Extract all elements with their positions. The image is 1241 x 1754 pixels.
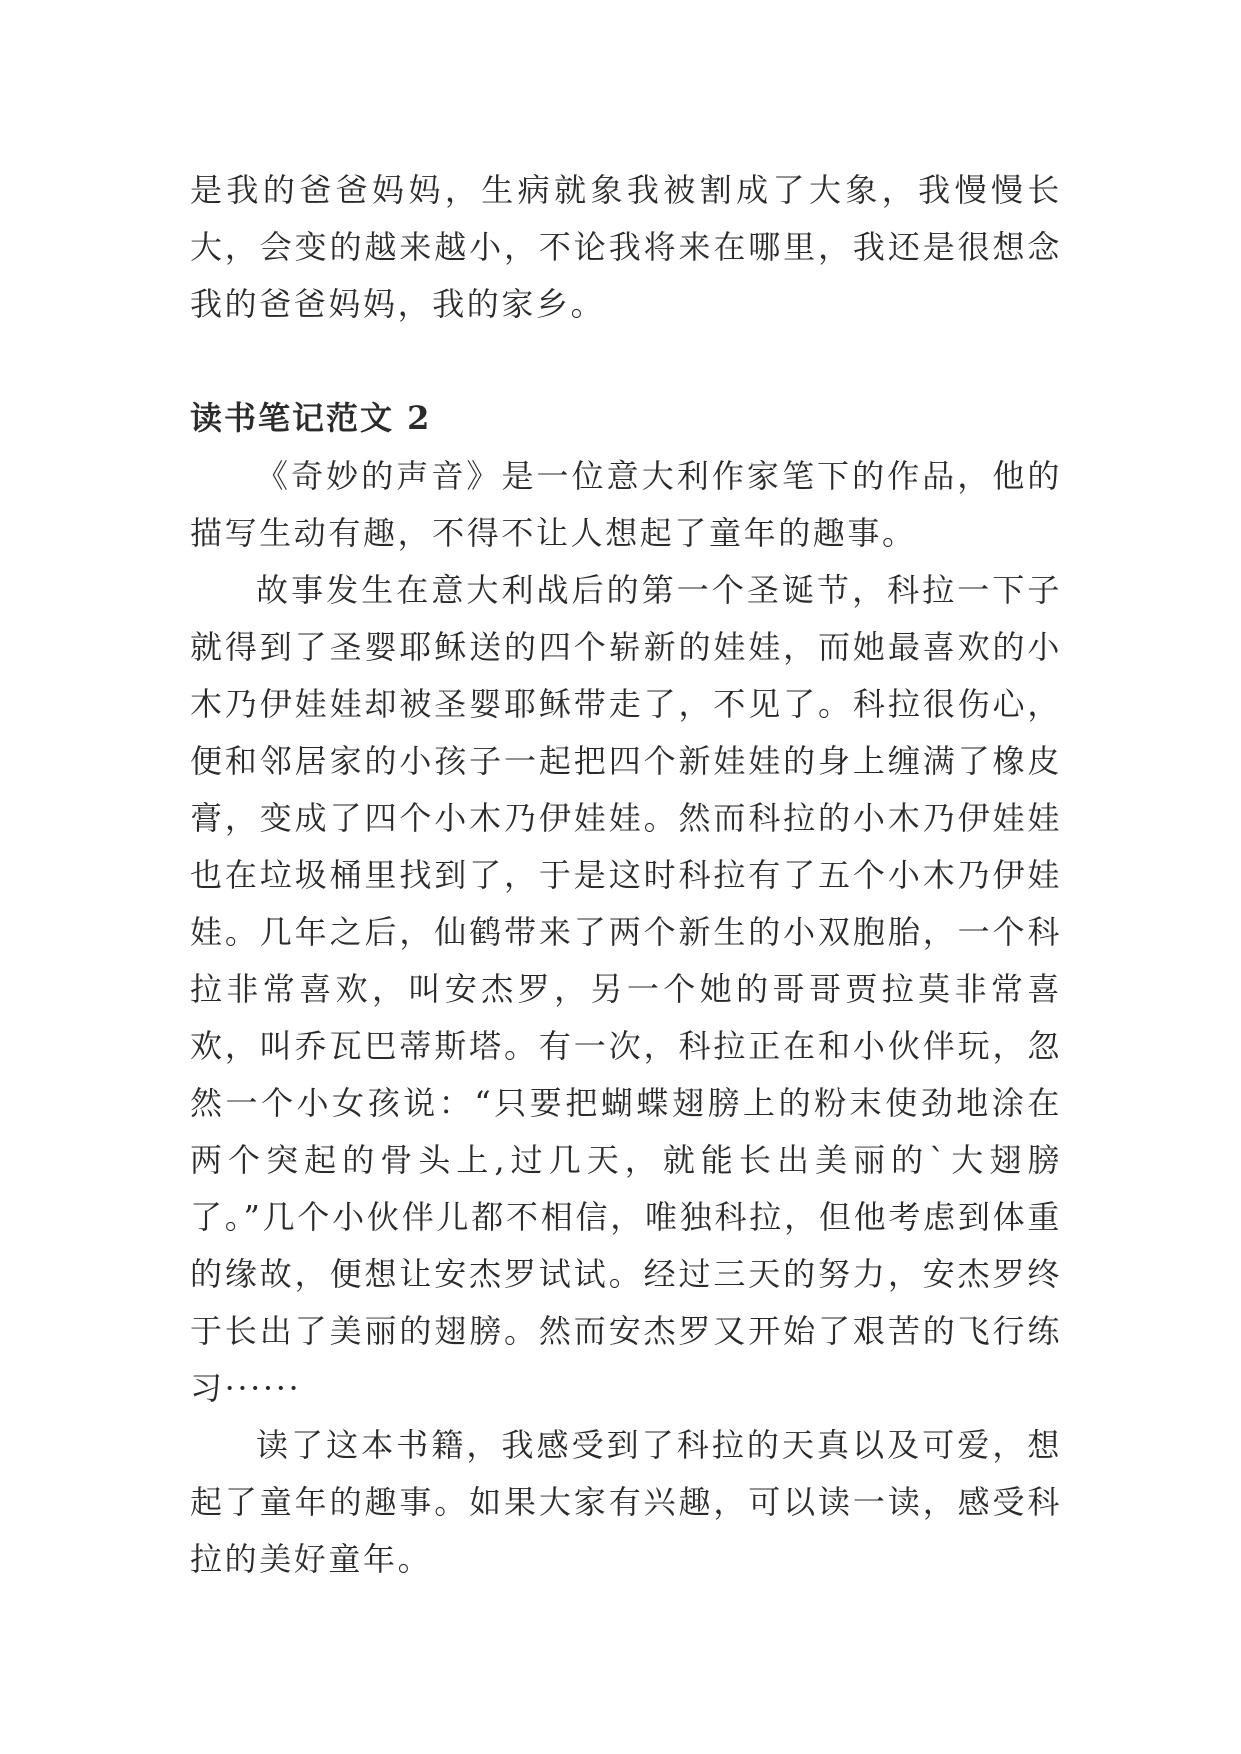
paragraph-conclusion: 读了这本书籍，我感受到了科拉的天真以及可爱，想起了童年的趣事。如果大家有兴趣，可以读一读，感受科拉的美好童年。 (190, 1426, 1062, 1578)
section-heading: 读书笔记范文 2 (190, 399, 432, 437)
paragraph-story: 故事发生在意大利战后的第一个圣诞节，科拉一下子就得到了圣婴耶稣送的四个崭新的娃娃，而她最喜欢的小木乃伊娃娃却被圣婴耶稣带走了，不见了。科拉很伤心，便和邻居家的小孩子一起把四个新娃娃的身上缠满了橡皮膏，变成了四个小木乃伊娃娃。然而科拉的小木乃伊娃娃也在垃圾桶里找到了，于是这时科拉有了五个小木乃伊娃娃。几年之后，仙鹤带来了两个新生的小双胞胎，一个科拉非常喜欢，叫安杰罗，另一个她的哥哥贾拉莫非常喜欢，叫乔瓦巴蒂斯塔。有一次，科拉正在和小伙伴玩，忽然一个小女孩说：“只要把蝴蝶翅膀上的粉末使劲地涂在两个突起的骨头上,过几天，就能长出美丽的`大翅膀了。”几个小伙伴儿都不相信，唯独科拉，但他考虑到体重的缘故，便想让安杰罗试试。经过三天的努力，安杰罗终于长出了美丽的翅膀。然而安杰罗又开始了艰苦的飞行练习······ (190, 571, 1062, 1407)
paragraph-intro: 《奇妙的声音》是一位意大利作家笔下的作品，他的描写生动有趣，不得不让人想起了童年的趣事。 (190, 457, 1062, 552)
top-paragraph: 是我的爸爸妈妈，生病就象我被割成了大象，我慢慢长大，会变的越来越小，不论我将来在哪里，我还是很想念我的爸爸妈妈，我的家乡。 (190, 171, 1062, 323)
section-body (190, 448, 1062, 1588)
